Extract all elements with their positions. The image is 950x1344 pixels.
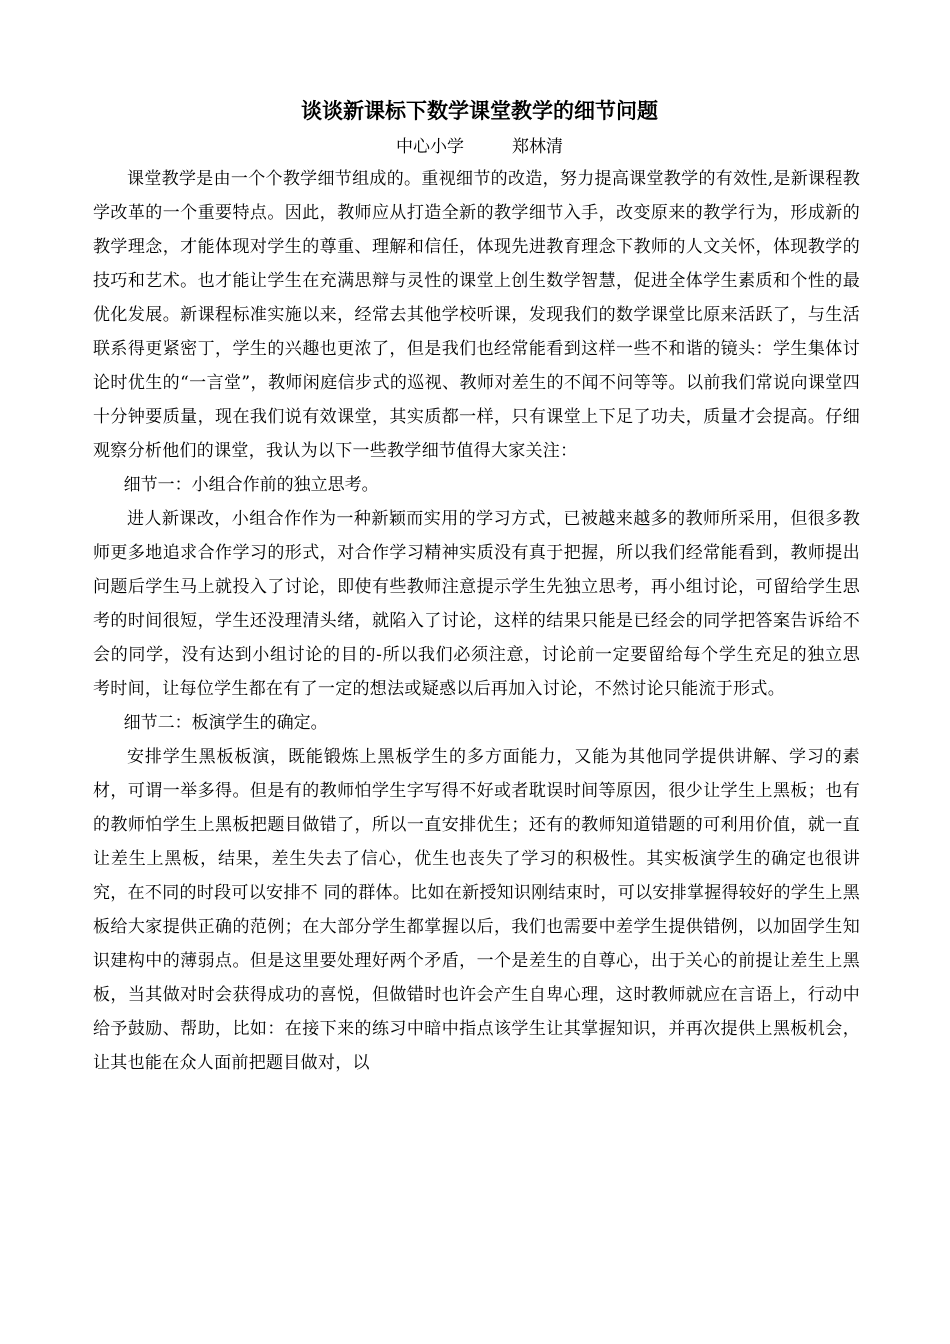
section-heading-1: 细节一：小组合作前的独立思考。 (123, 475, 379, 495)
section-body-1: 进人新课改，小组合作作为一种新颖而实用的学习方式，已被越来越多的教师所采用，但很多教师更多地追求合作学习的形式，对合作学习精神实质没有真于把握，所以我们经常能看到，教师提出问题后学生马上就投入了讨论，即使有些教师注意提示学生先独立思考，再小组讨论，可留给学生思考的时间很短，学生还没理清头绪，就陷入了讨论，这样的结果只能是已经会的同学把答案告诉给不会的同学，没有达到小组讨论的目的-所以我们必须注意，讨论前一定要留给每个学生充足的独立思考时间，让每位学生都在有了一定的想法或疑惑以后再加入讨论，不然讨论只能流于形式。 (93, 509, 860, 699)
section-body-2: 安排学生黑板板演，既能锻炼上黑板学生的多方面能力，又能为其他同学提供讲解、学习的素材，可谓一举多得。但是有的教师怕学生字写得不好或者耽误时间等原因，很少让学生上黑板；也有的教师怕学生上黑板把题目做错了，所以一直安排优生；还有的教师知道错题的可利用价值，就一直让差生上黑板，结果，差生失去了信心，优生也丧失了学习的积极性。其实板演学生的确定也很讲究，在不同的时段可以安排不 同的群体。比如在新授知识刚结束时，可以安排掌握得较好的学生上黑板给大家提供正确的范例；在大部分学生都掌握以后，我们也需要中差学生提供错例，以加固学生知识建构中的薄弱点。但是这里要处理好两个矛盾，一个是差生的自尊心，出于关心的前提让差生上黑板，当其做对时会获得成功的喜悦，但做错时也许会产生自卑心理，这时教师就应在言语上，行动中给予鼓励、帮助，比如：在接下来的练习中暗中指点该学生让其掌握知识，并再次提供上黑板机会，让其也能在众人面前把题目做对，以 (93, 747, 860, 1073)
byline-author: 郑林清 (512, 137, 563, 157)
document-title: 谈谈新课标下数学课堂教学的细节问题 (301, 98, 658, 123)
byline (93, 132, 860, 162)
intro-paragraph: 课堂教学是由一个个教学细节组成的。重视细节的改造，努力提高课堂教学的有效性,是新课程教学改革的一个重要特点。因此，教师应从打造全新的教学细节入手，改变原来的教学行为，形成新的教学理念，才能体现对学生的尊重、理解和信任，体现先进教育理念下教师的人文关怀，体现教学的技巧和艺术。也才能让学生在充满思辩与灵性的课堂上创生数学智慧，促进全体学生素质和个性的最优化发展。新课程标准实施以来，经常去其他学校听课，发现我们的数学课堂比原来活跃了，与生活联系得更紧密丁，学生的兴趣也更浓了，但是我们也经常能看到这样一些不和谐的镜头：学生集体讨论时优生的“一言堂”，教师闲庭信步式的巡视、教师对差生的不闻不问等等。以前我们常说向课堂四十分钟要质量，现在我们说有效课堂，其实质都一样，只有课堂上下足了功夫，质量才会提高。仔细观察分析他们的课堂，我认为以下一些教学细节值得大家关注： (93, 169, 860, 461)
byline-school: 中心小学 (396, 137, 464, 157)
section-heading-2: 细节二：板演学生的确定。 (123, 713, 328, 733)
document-page (93, 90, 860, 1080)
